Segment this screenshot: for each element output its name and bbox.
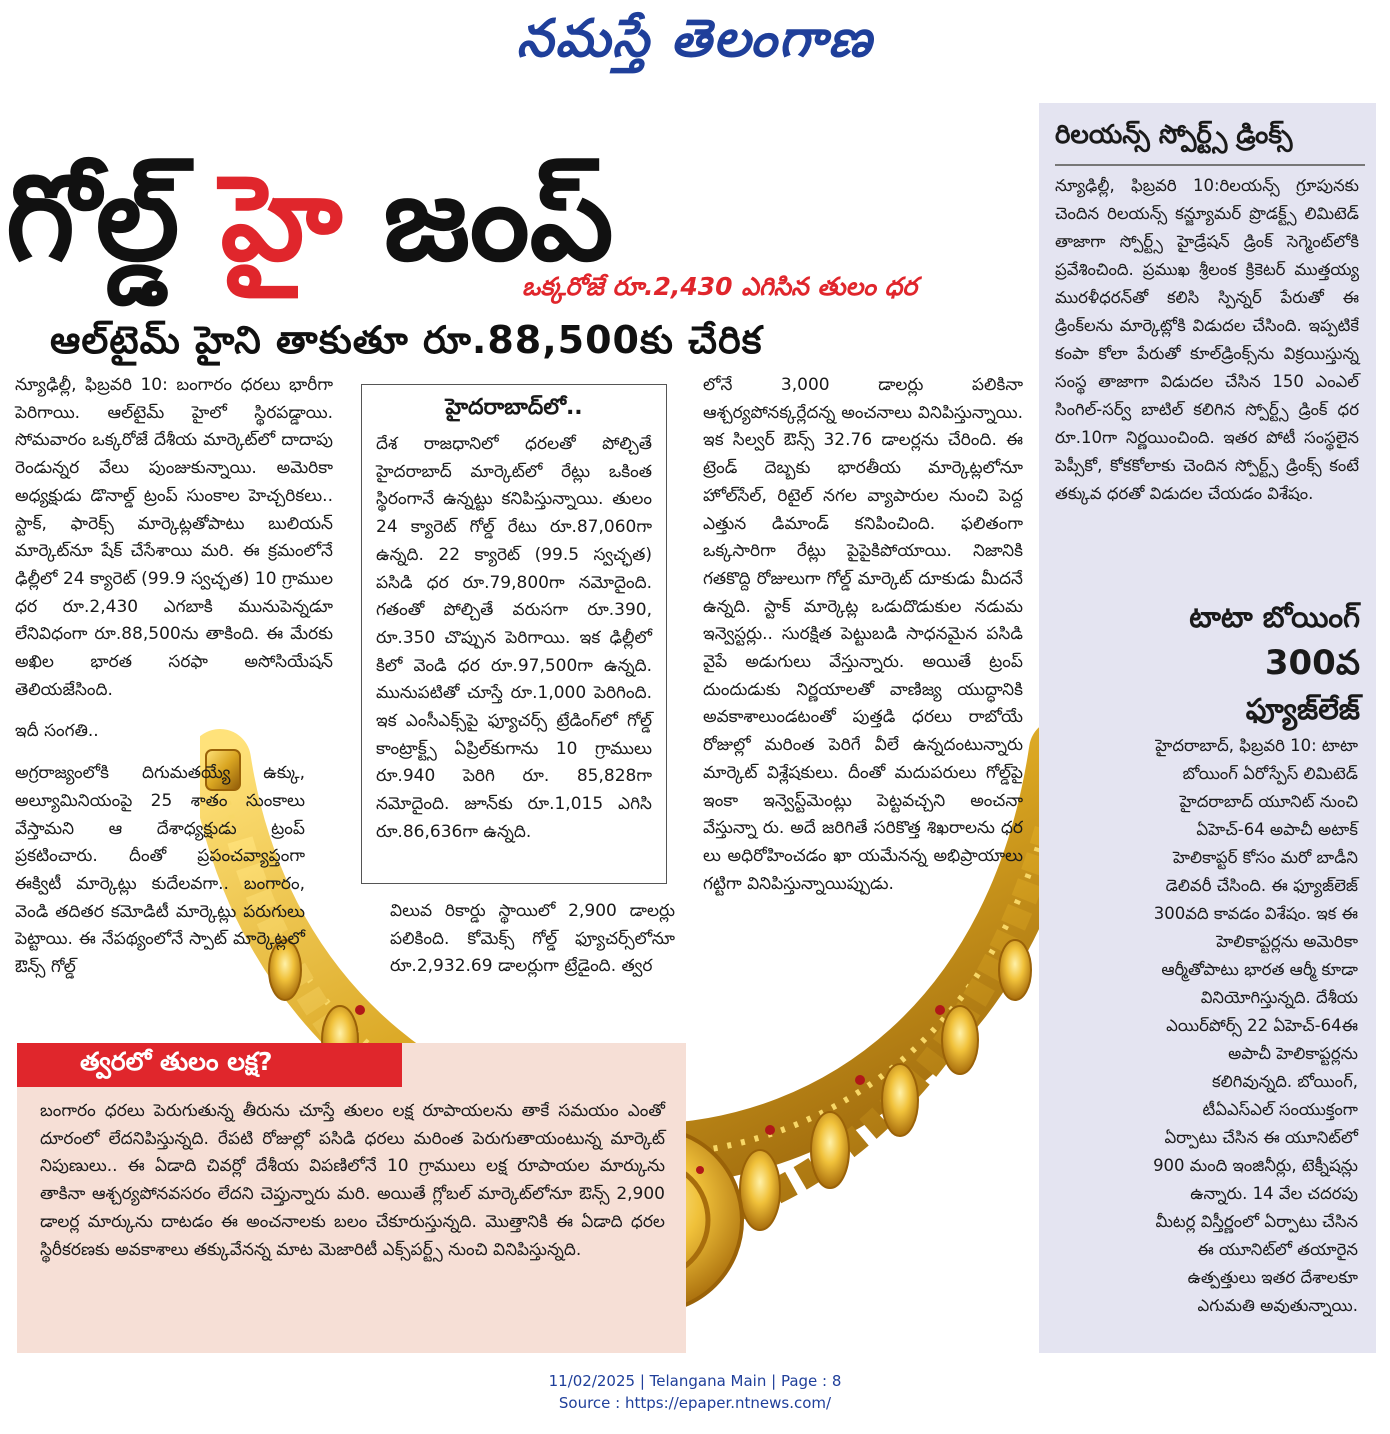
tata-headline-line3: ఫ్యూజ్‌లేజ్ xyxy=(1245,692,1360,726)
headline-part1: గోల్డ్ xyxy=(6,149,221,287)
hyderabad-box-title: హైదరాబాద్‌లో.. xyxy=(445,395,583,420)
sidebar-title: రిలయన్స్ స్పోర్ట్స్ డ్రింక్స్ xyxy=(1055,120,1293,150)
tata-headline-line1: టాటా బోయింగ్ xyxy=(1189,600,1360,634)
article-subhead: ఇదీ సంగతి.. xyxy=(15,721,99,742)
headline-part3: జంప్ xyxy=(342,149,614,287)
tata-headline-line2: 300వ xyxy=(1264,643,1360,683)
deck: ఆల్‌టైమ్ హైని తాకుతూ రూ.88,500కు చేరిక xyxy=(50,318,763,362)
masthead: నమస్తే తెలంగాణ xyxy=(516,8,874,69)
pink-box-title: త్వరలో తులం లక్ష? xyxy=(80,1047,273,1076)
hyderabad-box xyxy=(361,384,667,884)
footer-source-link[interactable]: Source : https://epaper.ntnews.com/ xyxy=(558,1394,832,1412)
headline-part2: హై xyxy=(220,149,343,287)
article-column-1 xyxy=(15,372,333,982)
footer-date-line: 11/02/2025 | Telangana Main | Page : 8 xyxy=(548,1372,842,1390)
article-column-3: లోనే 3,000 డాలర్లు పలికినా ఆశ్చర్యపోనక్కర్లేదన్న అంచనాలు వినిపిస్తున్నాయి. ఇక సిల్వర్ ఔన్స్ 32.76 డాలర్లను చేరింది. ఈ ట్రెండ్ దెబ్బకు భారతీయ మార్కెట్లలోనూ హోల్‌సేల్, రిటైల్ నగల వ్యాపారుల నుంచి పెద్ద ఎత్తున డిమాండ్ కనిపించింది. ఫలితంగా ఒక్కసారిగా రేట్లు పైపైకిపోయాయి. నిజానికి గతకొద్ది రోజులుగా గోల్డ్ మార్కెట్ దూకుడు మీదనే ఉన్నది. స్టాక్ మార్కెట్ల ఒడుదొడుకుల నడుమ ఇన్వెస్టర్లు.. సురక్షిత పెట్టుబడి సాధనమైన పసిడి వైపే అడుగులు వేస్తున్నారు. అయితే ట్రంప్ దుందుడుకు నిర్ణయాలతో వాణిజ్య యుద్ధానికి అవకాశాలుండటంతో పుత్తడి ధరలు రాబోయే రోజుల్లో మరింత పెరిగే వీలే ఉన్నదంటున్నారు మార్కెట్ విశ్లేషకులు. దీంతో మదుపరులు గోల్డ్‌పై ఇంకా ఇన్వెస్ట్‌మెంట్లు పెట్టవచ్చని అంచనా వేస్తున్నా రు. అదే జరిగితే సరికొత్త శిఖరాలను ధర లు అధిరోహించడం ఖా యమేనన్న అభిప్రాయాలు గట్టిగా వినిపిస్తున్నాయిప్పుడు. xyxy=(703,375,1023,894)
subheadline: ఒక్కరోజే రూ.2,430 ఎగిసిన తులం ధర xyxy=(522,272,918,301)
tata-headline xyxy=(1120,594,1360,732)
article-para-2: అగ్రరాజ్యంలోకి దిగుమతయ్యే ఉక్కు, అల్యూమినియంపై 25 శాతం సుంకాలు వేస్తామని ఆ దేశాధ్యక్షుడు ట్రంప్ ప్రకటించారు. దీంతో ప్రపంచవ్యాప్తంగా ఈక్విటీ మార్కెట్లు కుదేలవగా.. బంగారం, వెండి తదితర కమోడిటీ మార్కెట్లు పరుగులు పెట్టాయి. ఈ నేపథ్యంలోనే స్పాట్ మార్కెట్లలో ఔన్స్ గోల్డ్ xyxy=(15,763,305,978)
hyderabad-box-text: దేశ రాజధానిలో ధరలతో పోల్చితే హైదరాబాద్ మార్కెట్‌లో రేట్లు ఒకింత స్థిరంగానే ఉన్నట్టు కనిపిస్తున్నాయి. తులం 24 క్యారెట్ గోల్డ్ రేటు రూ.87,060గా ఉన్నది. 22 క్యారెట్ (99.5 స్వచ్ఛత) పసిడి ధర రూ.79,800గా నమోదైంది. గతంతో పోల్చితే వరుసగా రూ.390, రూ.350 చొప్పున పెరిగాయి. ఇక ఢిల్లీలో కిలో వెండి ధర రూ.97,500గా ఉన్నది. మునుపటితో చూస్తే రూ.1,000 పెరిగింది. ఇక ఎంసీఎక్స్‌పై ఫ్యూచర్స్ ట్రేడింగ్‌లో గోల్డ్ కాంట్రాక్ట్స్ ఏప్రిల్‌కుగాను 10 గ్రాములు రూ.940 పెరిగి రూ. 85,828గా నమోదైంది. జూన్‌కు రూ.1,015 ఎగిసి రూ.86,636గా ఉన్నది. xyxy=(376,434,652,842)
article-column-2-bottom: విలువ రికార్డు స్థాయిలో 2,900 డాలర్లు పలికింది. కోమెక్స్ గోల్డ్ ఫ్యూచర్స్‌లోనూ రూ.2,932.69 డాలర్లుగా ట్రేడైంది. త్వర xyxy=(390,901,675,977)
sidebar-text: న్యూఢిల్లీ, ఫిబ్రవరి 10:రిలయన్స్ గ్రూపునకు చెందిన రిలయన్స్ కన్జ్యూమర్ ప్రొడక్ట్స్ లిమిటెడ్ తాజాగా స్పోర్ట్స్ హైడ్రేషన్ డ్రింక్ సెగ్మెంట్‌లోకి ప్రవేశించింది. ప్రముఖ శ్రీలంక క్రికెటర్ ముత్తయ్య మురళీధరన్‌తో కలిసి స్పిన్నర్ పేరుతో ఈ డ్రింక్‌లను మార్కెట్లోకి విడుదల చేసింది. ఇప్పటికే కంపా కోలా పేరుతో కూల్‌డ్రింక్స్‌ను విక్రయిస్తున్న సంస్థ తాజాగా విడుదల చేసిన 150 ఎంఎల్ సింగిల్-సర్వ్ బాటిల్ కలిగిన స్పోర్ట్స్ డ్రింక్ ధర రూ.10గా నిర్ణయించింది. ఇతర పోటీ సంస్థలైన పెప్సీకో, కోకకోలాకు చెందిన స్పోర్ట్స్ డ్రింక్స్ కంటే తక్కువ ధరతో విడుదల చేయడం విశేషం. xyxy=(1055,176,1359,503)
tata-text: హైదరాబాద్, ఫిబ్రవరి 10: టాటా బోయింగ్ ఏరోస్పేస్ లిమిటెడ్ హైదరాబాద్ యూనిట్ నుంచి ఏహెచ్-64 అపాచీ అటాక్ హెలికాప్టర్ కోసం మరో బాడీని డెలివరీ చేసింది. ఈ ఫ్యూజ్‌లెజ్ 300వది కావడం విశేషం. ఇక ఈ హెలికాప్టర్లను అమెరికా ఆర్మీతోపాటు భారత ఆర్మీ కూడా వినియోగిస్తున్నది. దేశీయ ఎయిర్‌పోర్స్ 22 ఏహెచ్-64ఈ అపాచీ హెలికాప్టర్లను కలిగివున్నది. బోయింగ్, టీఏఎస్ఎల్ సంయుక్తంగా ఏర్పాటు చేసిన ఈ యూనిట్‌లో 900 మంది ఇంజినీర్లు, టెక్నీషన్లు ఉన్నారు. 14 వేల చదరపు మీటర్ల విస్తీర్ణంలో ఏర్పాటు చేసిన ఈ యూనిట్‌లో తయారైన ఉత్పత్తులు ఇతర దేశాలకూ ఎగుమతి అవుతున్నాయి. xyxy=(1153,736,1358,1315)
sidebar-divider xyxy=(1055,164,1365,166)
pink-box-text: బంగారం ధరలు పెరుగుతున్న తీరును చూస్తే తులం లక్ష రూపాయలను తాకే సమయం ఎంతో దూరంలో లేదనిపిస్తున్నది. రేపటి రోజుల్లో పసిడి ధరలు మరింత పెరుగుతాయంటున్న మార్కెట్ నిపుణులు.. ఈ ఏడాది చివర్లో దేశీయ విపణిలోనే 10 గ్రాములు లక్ష రూపాయల మార్కును తాకినా ఆశ్చర్యపోనవసరం లేదని చెప్తున్నారు మరి. అయితే గ్లోబల్ మార్కెట్‌లోనూ ఔన్స్ 2,900 డాలర్ల మార్కును దాటడం ఈ అంచనాలకు బలం చేకూరుస్తున్నది. మొత్తానికి ఈ ఏడాది ధరల స్థిరీకరణకు అవకాశాలు తక్కువేనన్న మాట మెజారిటీ ఎక్స్‌పర్ట్స్ నుంచి వినిపిస్తున్నది. xyxy=(40,1101,665,1260)
article-para-1: న్యూఢిల్లీ, ఫిబ్రవరి 10: బంగారం ధరలు భారీగా పెరిగాయి. ఆల్‌టైమ్ హైలో స్థిరపడ్డాయి. సోమవారం ఒక్కరోజే దేశీయ మార్కెట్‌లో దాదాపు రెండున్నర వేలు పుంజుకున్నాయి. అమెరికా అధ్యక్షుడు డొనాల్డ్ ట్రంప్ సుంకాల హెచ్చరికలు.. స్టాక్, ఫారెక్స్ మార్కెట్లతోపాటు బులియన్ మార్కెట్‌నూ షేక్ చేసేశాయి మరి. ఈ క్రమంలోనే ఢిల్లీలో 24 క్యారెట్ (99.9 స్వచ్ఛత) 10 గ్రాముల ధర రూ.2,430 ఎగబాకి మునుపెన్నడూ లేనివిధంగా రూ.88,500ను తాకింది. ఈ మేరకు అఖిల భారత సరఫా అసోసియేషన్ తెలియజేసింది. xyxy=(15,375,333,700)
